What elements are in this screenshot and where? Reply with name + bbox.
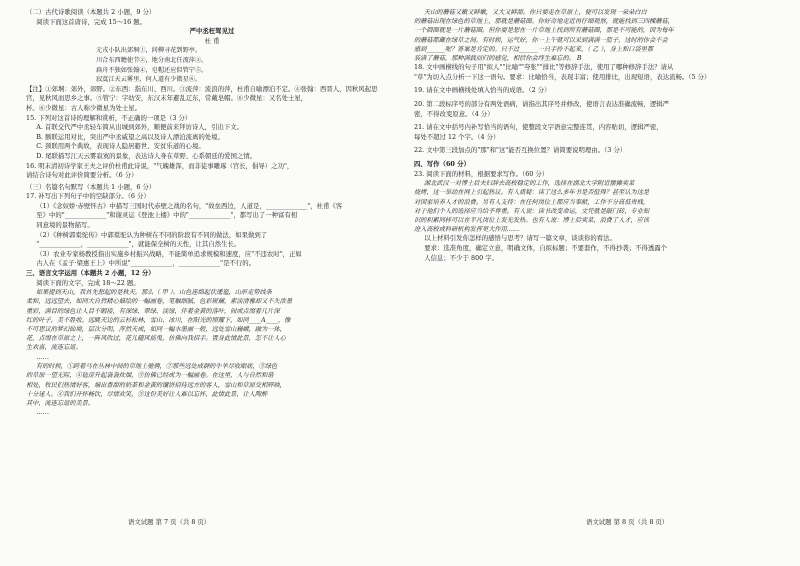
text-line: "_____________，_____________"，就能保全树的天性，让其自然生长。: [36, 240, 241, 249]
text-line: "草"为切入点分析一下这一语句。要求：比喻恰当，表现丰富；使用排比，出现短语，表达流畅。（5 分）: [414, 72, 711, 81]
text-line: 川合东西瞻使节②，地分南北任流萍③。: [96, 56, 208, 64]
text-line: 人信息；不少于 800 字。: [424, 253, 499, 262]
text-line: （1）《念奴娇·赤壁怀古》中描写三国时代赤壁之战的名句，"故垒西边，人道是，_____________"，杜甫《客: [36, 201, 343, 210]
text-line: B. 额联运用对比，突出严中丞威望之高以及诗人漂泊流离的处境。: [36, 132, 224, 141]
text-line: （3）农业专家杨教授指出实施乡村振兴战略，不能简单追求规模和速度，应"不违农时"，正如: [36, 249, 302, 258]
text-line: 【注】①郊垌：郊外，郊野。②东西：指东川、西川。③流萍：流浪的萍，杜甫自喻漂泊不定。④张翰：西晋人，因秋风起思: [26, 84, 378, 93]
text-line: 密，不得改变原意。（4 分）: [414, 109, 494, 118]
text-line: 红的叶子，美不胜收。远眺天边的云杉松林，雪山、冰川，在阳光的照耀下，如同____A____，像: [26, 316, 291, 324]
text-line: 寂寞江天云雾里，何人道有少微星⑥。: [96, 76, 202, 84]
text-line: 要求：选准角度，确定立意，明确文体，自拟标题；不要套作，不得抄袭；不得透露个: [424, 243, 668, 252]
text-line: 杯。⑥少微星：古人称少微星为处士星。: [26, 103, 142, 112]
right-page-column: [414, 8, 786, 263]
text-line: 装满了蘑菇，那种满载而归的感觉，相信你会终生难忘的。 B: [414, 55, 582, 63]
text-line: 不可思议的梦幻仙境，层次分明，浑然天成，如同一幅水墨画一般，远处雪山巍峨，融为一体，: [26, 326, 286, 334]
text-line: （2）《种树郭橐驼传》中郭橐驼认为种树在不同的阶段有不同的做法，如果做到了: [36, 230, 268, 239]
text-line: 以上材料引发你怎样的感悟与思考？请写一篇文章，谈谈你的看法。: [424, 234, 616, 243]
text-line: 天山的蘑菇又嫩又鲜嫩，又大又鲜甜。你只要走在草原上，便可以发现一朵朵白白: [423, 9, 647, 16]
text-line: 感到______呢？答案是肯定的。只不过______一只手拎不起来，（ 乙 ），身上和口袋里都: [414, 45, 654, 53]
page-footer-left: 语文试题 第 7 页（共 8 页）: [128, 518, 211, 526]
text-line: 严中丞枉驾见过: [189, 27, 235, 36]
text-line: 20. 第二段标序号的部分有两处语病，请指出其序号并修改，使语言表达准确流畅，逻辑严: [414, 100, 670, 108]
text-line: 21. 请在文中括号内补写恰当的语句，使整段文字语意完整连贯，内容贴切，逻辑严密，: [414, 123, 663, 132]
text-line: D. 尾联描写江天云雾寂寞的景象，表达诗人身在草野、心系朝廷的爱国之情。: [36, 151, 257, 160]
text-line: 对于他们个人的选择应当给予尊重。有人说：读书改变命运，文凭就是敲门砖，专业知: [414, 207, 650, 215]
text-line: 元戎小队出郊垌①，问柳寻花到野亭。: [96, 47, 202, 55]
text-line: 相处，牧民们热情好客，端出香甜的奶茶和金黄的馕饼招待远方的客人，雪山和草原交相辉映，: [26, 381, 286, 389]
text-line: 杜 甫: [204, 36, 220, 45]
text-line: 识的积累同样可以在平凡岗位上发光发热。也有人说：博士后卖菜，浪费了人才，应该: [414, 216, 650, 224]
text-line: 对国家培养人才的浪费。另有人支持：在任何岗位上都应当奉献，工作不分高低贵贱，: [414, 198, 650, 206]
text-line: 16. 明末清初诗学家王夫之评价杜甫此诗说，"气魄雄浑，而非徒事雕琢（官长，倡导）之功"，: [26, 161, 294, 170]
text-line: 四、写作（60 分）: [414, 159, 470, 168]
text-line: 18. 文中画横线的句子用"拟人""比喻""夸张""排比"等修辞手法，使用了哪种修辞手法？请从: [414, 63, 674, 72]
text-line: 扁舟不独如张翰④，皂帽还应似管宁⑤。: [96, 66, 208, 74]
text-line: 官，见秋风而思乡之事。⑤管宁：字幼安，东汉末年避乱辽东，常戴皂帽。⑥少微星：又名处士星，: [26, 94, 308, 103]
text-line: 19. 请在文中画横线处填入恰当的成语。（2 分）: [414, 86, 551, 95]
text-line: 进入高校或科研机构发挥更大作用……: [414, 226, 520, 234]
text-line: ……: [36, 352, 50, 361]
text-line: 阅读下面的文字，完成 18～22 题。: [36, 278, 140, 287]
text-line: 22. 文中第三段加点的"那"和"这"能否互换位置？请简要说明理由。（3 分）: [414, 146, 627, 155]
text-line: 柔和，远远望去，如同大自然精心描绘的一幅画卷，笔触细腻，色彩斑斓，素淡清雅却又不失浓墨: [26, 298, 293, 306]
text-line: 阅读下面这首唐诗，完成 15～16 题。: [36, 17, 147, 26]
text-line: 的蘑菇都藏在绿草之间。有时候，运气好，你一上午就可以采到满满一篮子，这时的你会不会: [414, 36, 668, 44]
text-line: 23. 阅读下面的材料，根据要求写作。（60 分）: [414, 169, 549, 178]
text-line: 一个圆圈就是一片蘑菇圈。但你要是想在一片草地上找到所有蘑菇圈，那是不可能的，因为每年: [414, 27, 674, 35]
text-line: 湖北武汉一对博士后夫妇辞去高校稳定的工作，选择在湖北大学附近摆摊卖菜: [423, 180, 635, 188]
text-line: 十分迷人。④我们开怀畅饮，尽情欢笑，⑤这份美好让人难以忘怀，此情此景，让人陶醉: [26, 390, 268, 398]
text-line: 三、语言文字运用（本题共 2 小题，12 分）: [26, 269, 155, 278]
text-line: 烧烤，这一举动在网上引起热议。有人质疑：读了这么多年书是否值得？甚至认为这是: [414, 189, 650, 197]
text-line: 每处不超过 12 个字。（4 分）: [414, 132, 500, 141]
page-footer-right: 语文试题 第 8 页（共 8 页）: [586, 518, 669, 526]
text-line: 15. 下列对这首诗的理解和赏析，不正确的一项是（3 分）: [26, 113, 192, 122]
text-line: ……: [36, 408, 50, 417]
text-line: 同意境的景物描写。: [36, 221, 94, 230]
text-line: 重彩，满目的绿色让人目不暇接，有深绿、翠绿、淡绿，伴着金黄的落叶，间或点缀着几片深: [26, 307, 280, 315]
text-line: 古人在《孟子·梁惠王上》中所说"_____________，_____________"是不行的。: [36, 259, 256, 268]
text-line: 其中，流连忘返的美景。: [26, 400, 95, 408]
text-line: 如果提到天山，我首先想起的是秋天。那么（ 甲 ）。山色连绵起伏逶迤，山形走势线条: [35, 289, 272, 297]
text-line: （三）名篇名句默写（本题共 1 小题，6 分）: [26, 182, 156, 191]
text-line: 的蘑菇出现在绿色的草地上，那就是蘑菇圈。你好奇地走近再仔细观察，就能找到三四棵蘑菇，: [414, 18, 674, 26]
text-line: 花，点缀在草原之上，一阵风吹过，花儿随风摇曳，仿佛向我招手。置身此情此景，怎不让人心: [26, 335, 286, 343]
text-line: A. 首联交代严中丞轻车简从出城到郊外，顺便前来拜访诗人，引出下文。: [36, 123, 244, 132]
text-line: 请结合诗句对此评价简要分析。（6 分）: [26, 171, 138, 180]
text-line: C. 颈联用两个典故，表现诗人隐居避世、安贫乐道的心境。: [36, 142, 205, 151]
text-line: 17. 补写出下列句子中的空缺部分。（6 分）: [26, 192, 150, 201]
text-line: 生欢喜，流连忘返。: [26, 344, 82, 352]
text-line: 有的时候，①跨着马在丛林中间的草地上驰骋，②那些远处成群的牛羊尽收眼底，③绿色: [35, 363, 278, 371]
text-line: 的草原一望无际，④毡房升起袅袅炊烟，⑤仿佛已经成为一幅画卷。在这里，人与自然和谐: [26, 372, 274, 380]
left-page-column: [26, 8, 398, 418]
text-line: 至》中的"_____________"和谢灵运《登池上楼》中的"_____________"，都写出了一种富有相: [36, 211, 298, 220]
text-line: （二）古代诗歌阅读（本题共 2 小题，9 分）: [26, 8, 156, 16]
